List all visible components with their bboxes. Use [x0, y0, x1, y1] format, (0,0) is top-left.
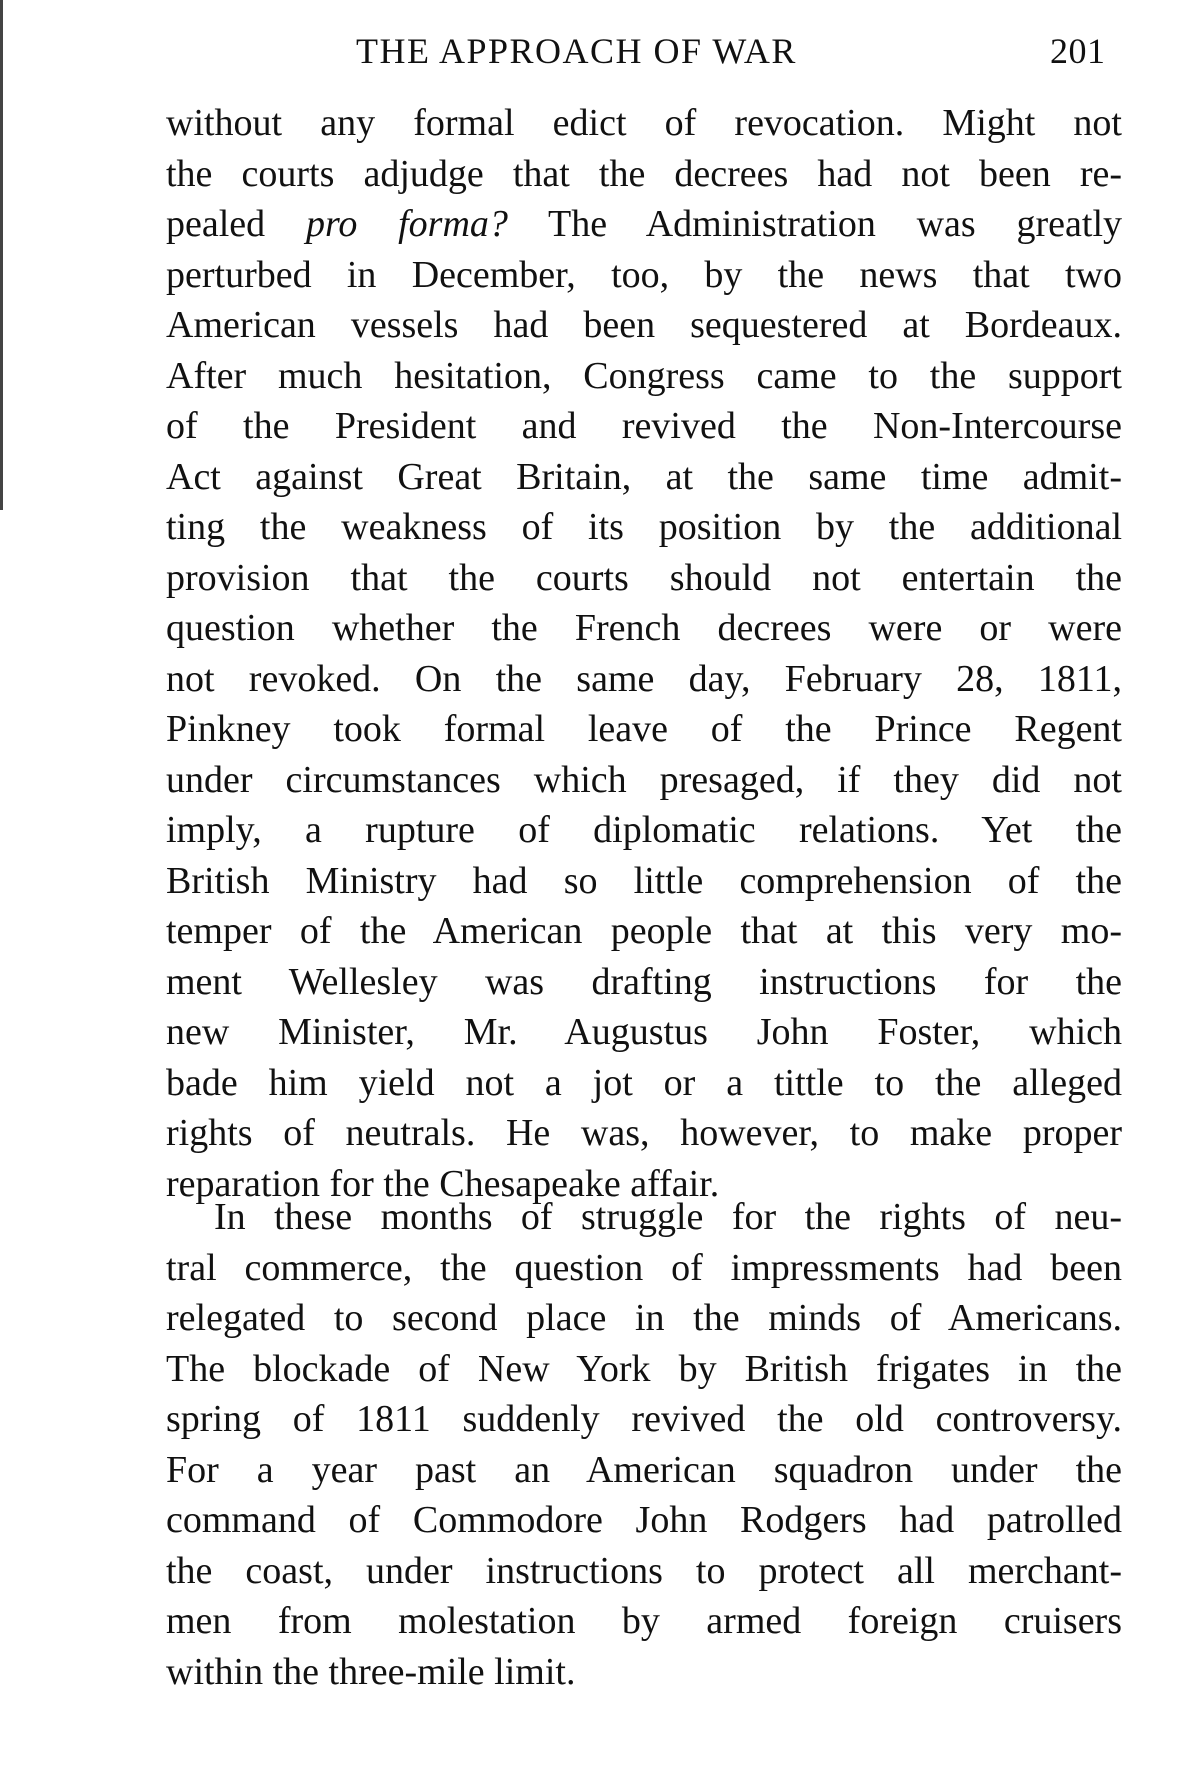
text-line: the courts adjudge that the decrees had not been re-	[166, 152, 1122, 195]
text-line: imply, a rupture of diplomatic relations. Yet the	[166, 809, 1122, 851]
text-line: American vessels had been sequestered at Bordeaux.	[166, 304, 1122, 346]
text-line: command of Commodore John Rodgers had patrolled	[166, 1499, 1122, 1541]
text-line: The blockade of New York by British frigates in the	[166, 1347, 1122, 1390]
text-line: under circumstances which presaged, if they did not	[166, 758, 1122, 801]
text-line: men from molestation by armed foreign cruisers	[166, 1600, 1122, 1642]
text-line: the coast, under instructions to protect all merchant-	[166, 1549, 1122, 1592]
text-line: new Minister, Mr. Augustus John Foster, which	[166, 1011, 1122, 1053]
text-run: pealed	[166, 203, 306, 245]
paragraph-1	[166, 98, 1122, 1209]
text-line: For a year past an American squadron under the	[166, 1448, 1122, 1491]
text-line: tral commerce, the question of impressments had been	[166, 1246, 1122, 1289]
text-line: temper of the American people that at this very mo-	[166, 910, 1122, 952]
text-line: question whether the French decrees were or were	[166, 607, 1122, 649]
text-line: perturbed in December, too, by the news that two	[166, 253, 1122, 296]
text-line: Act against Great Britain, at the same time admit-	[166, 455, 1122, 498]
text-line: of the President and revived the Non-Intercourse	[166, 405, 1122, 447]
text-line: After much hesitation, Congress came to the support	[166, 354, 1122, 397]
running-title: THE APPROACH OF WAR	[356, 31, 797, 71]
text-line: not revoked. On the same day, February 28, 1811,	[166, 657, 1122, 700]
text-line: provision that the courts should not entertain the	[166, 556, 1122, 599]
text-line: relegated to second place in the minds of Americans.	[166, 1297, 1122, 1339]
text-line: reparation for the Chesapeake affair.	[166, 1162, 720, 1205]
italic-phrase: pro forma?	[305, 203, 508, 245]
text-line: bade him yield not a jot or a tittle to the alleged	[166, 1061, 1122, 1104]
text-run: The Administration was greatly	[507, 203, 1122, 245]
text-line-with-italic	[166, 199, 1122, 250]
text-line: British Ministry had so little comprehension of the	[166, 859, 1122, 902]
text-line: without any formal edict of revocation. Might not	[166, 102, 1122, 144]
running-head	[0, 30, 1185, 80]
text-line: ment Wellesley was drafting instructions for the	[166, 960, 1122, 1003]
text-line: spring of 1811 suddenly revived the old controversy.	[166, 1398, 1122, 1440]
text-line: ting the weakness of its position by the additional	[166, 506, 1122, 548]
text-line: Pinkney took formal leave of the Prince Regent	[166, 708, 1122, 750]
text-line: rights of neutrals. He was, however, to make proper	[166, 1112, 1122, 1154]
page-number: 201	[1050, 31, 1106, 71]
paragraph-2	[166, 1192, 1122, 1697]
text-line: within the three-mile limit.	[166, 1650, 576, 1693]
text-line: In these months of struggle for the rights of neu-	[214, 1196, 1122, 1238]
